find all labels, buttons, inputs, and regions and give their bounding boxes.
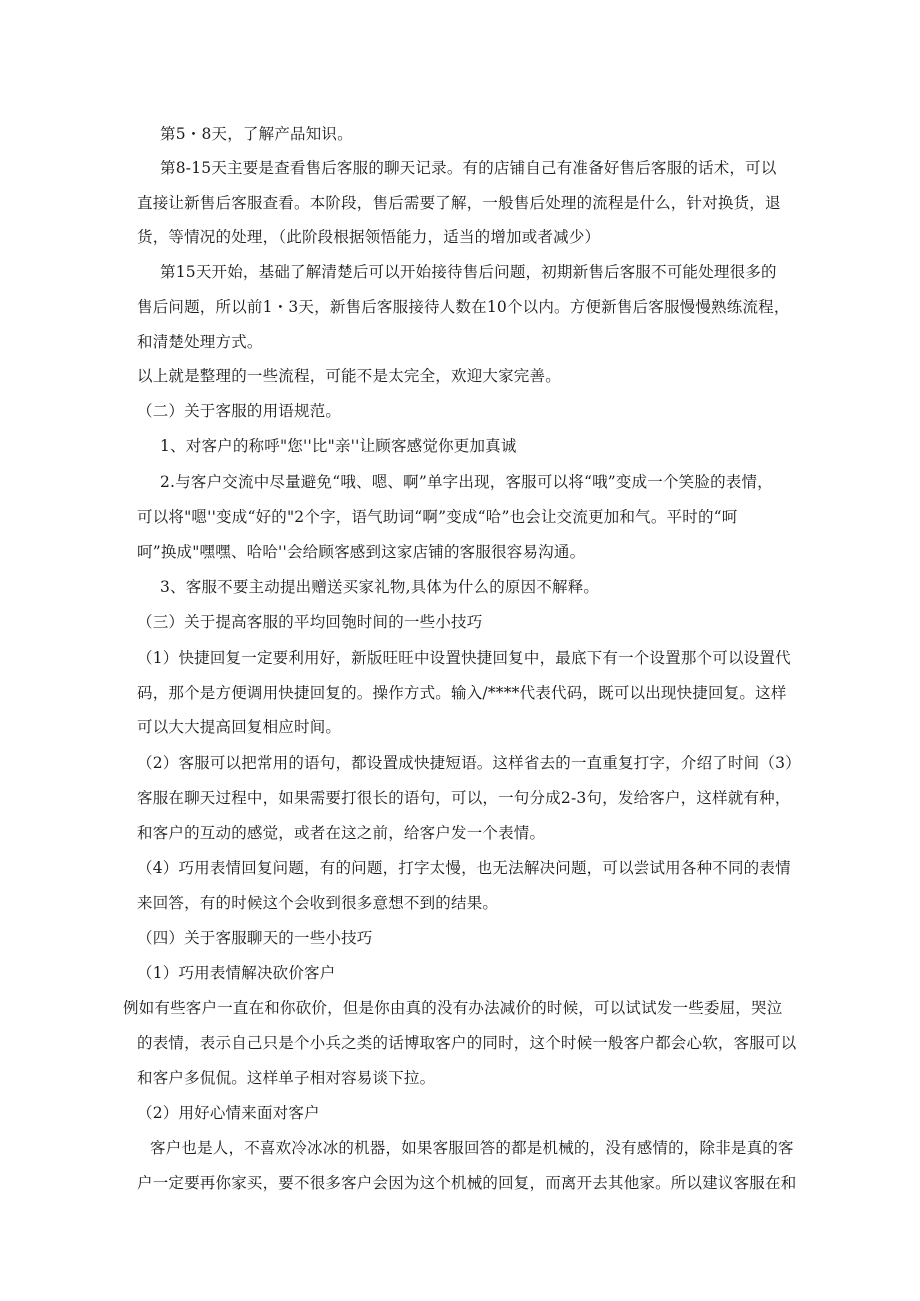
text-line: 1、对客户的称呼"您''比"亲''让顾客感觉你更加真诚	[160, 437, 517, 455]
text-line: 呵”换成"嘿嘿、哈哈''会给顾客感到这家店铺的客服很容易沟通。	[137, 543, 586, 561]
text-line: 第8-15天主要是查看售后客服的聊天记录。有的店铺自己有准备好售后客服的话术，可以	[160, 159, 777, 177]
text-line: （1）快捷回复一定要利用好，新版旺旺中设置快捷回复中，最底下有一个设置那个可以设置代	[137, 649, 791, 667]
section-heading: （三）关于提高客服的平均回匏时间的一些小技巧	[137, 613, 483, 631]
text-line: 码，那个是方便调用快捷回复的。操作方式。输入/****代表代码，既可以出现快捷回复。这样	[137, 684, 787, 702]
section-heading: （二）关于客服的用语规范。	[137, 402, 342, 420]
text-line: 可以大大提高回复相应时间。	[137, 718, 342, 736]
text-line: 客服在聊天过程中，如果需要打很长的语句，可以，一句分成2-3句，发给客户，这样就有种，	[137, 789, 791, 807]
text-line: 和清楚处理方式。	[137, 333, 263, 351]
text-line: 货，等情况的处理，（此阶段根据领悟能力，适当的增加或者减少）	[137, 228, 601, 246]
text-line: 以上就是整理的一些流程，可能不是太完全，欢迎大家完善。	[137, 367, 561, 385]
text-line: （4）巧用表情回复问题，有的问题，打字太慢，也无法解决问题，可以尝试用各种不同的表情	[137, 859, 791, 877]
text-line: 户一定要再你家买，要不很多客户会因为这个机械的回复，而离开去其他家。所以建议客服在和	[137, 1174, 797, 1192]
text-line: 2.与客户交流中尽量避免“哦、嗯、啊”单字出现，客服可以将“哦”变成一个笑脸的表情，	[160, 473, 773, 491]
text-line: （1）巧用表情解决砍价客户	[137, 964, 336, 982]
section-heading: （四）关于客服聊天的一些小技巧	[137, 929, 373, 947]
text-line: 客户也是人，不喜欢冷冰冰的机器，如果客服回答的都是机械的，没有感情的，除非是真的客	[150, 1139, 794, 1157]
text-line: （2）用好心情来面对客户	[137, 1104, 320, 1122]
text-line: 第5・8天，了解产品知识。	[160, 125, 353, 143]
text-line: 可以将"嗯''变成“好的"2个字，语气助词“啊”变成“哈”也会让交流更加和气。平时的“呵	[137, 508, 738, 526]
text-line: 3、客服不要主动提出赠送买家礼物,具体为什么的原因不解释。	[160, 578, 600, 596]
text-line: 售后问题，所以前1・3天，新售后客服接待人数在10个以内。方便新售后客服慢慢熟练流程，	[137, 298, 790, 316]
text-line: 和客户的互动的感觉，或者在这之前，给客户发一个表情。	[137, 824, 546, 842]
text-line: 的表情，表示自己只是个小兵之类的话博取客户的同时，这个时候一般客户都会心软，客服可以	[137, 1034, 797, 1052]
text-line: 来回答，有的时候这个会收到很多意想不到的结果。	[137, 894, 499, 912]
text-line: 和客户多侃侃。这样单子相对容易谈下拉。	[137, 1069, 436, 1087]
text-line: 直接让新售后客服查看。本阶段，售后需要了解，一般售后处理的流程是什么，针对换货，退	[137, 194, 781, 212]
text-line: （2）客服可以把常用的语句，都设置成快捷短语。这样省去的一直重复打字，介绍了时间（3）	[137, 754, 801, 772]
text-line: 第15天开始，基础了解清楚后可以开始接待售后问题，初期新售后客服不可能处理很多的	[160, 263, 777, 281]
text-line: 例如有些客户一直在和你砍价，但是你由真的没有办法减价的时候，可以试试发一些委屈，哭泣	[123, 999, 783, 1017]
